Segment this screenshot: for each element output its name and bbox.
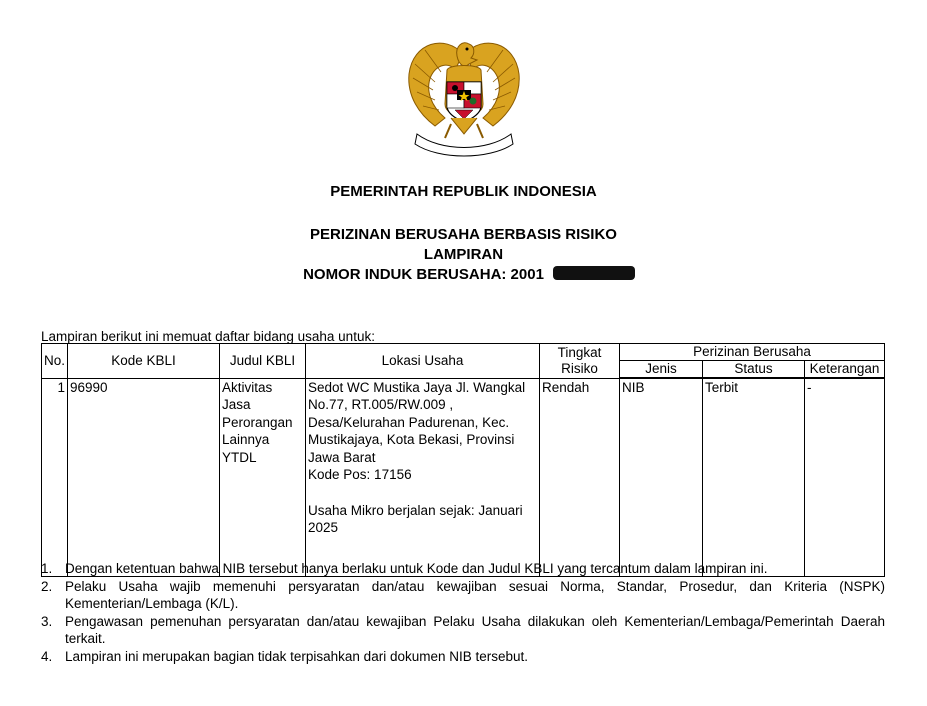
cell-kode-kbli: 96990 — [68, 378, 220, 576]
cell-jenis: NIB — [620, 378, 703, 576]
cell-lokasi-usaha — [306, 378, 540, 576]
lokasi-address: Sedot WC Mustika Jaya Jl. Wangkal No.77, RT.005/RW.009 , Desa/Kelurahan Padurenan, Kec. Mustikajaya, Kota Bekasi, Provinsi Jawa Barat — [308, 379, 526, 465]
list-item: 4. Lampiran ini merupakan bagian tidak terpisahkan dari dokumen NIB tersebut. — [41, 648, 529, 664]
intro-text: Lampiran berikut ini memuat daftar bidang usaha untuk: — [41, 329, 375, 344]
cell-keterangan: - — [805, 378, 885, 576]
header-keterangan: Keterangan — [805, 361, 885, 379]
header-tingkat-risiko: Tingkat Risiko — [540, 344, 620, 379]
kbli-table — [41, 343, 885, 577]
header-lokasi-usaha: Lokasi Usaha — [306, 344, 540, 379]
redacted-nib-number — [553, 266, 635, 280]
header-perizinan-berusaha: Perizinan Berusaha — [620, 344, 885, 361]
cell-no: 1 — [42, 378, 68, 576]
cell-tingkat-risiko: Rendah — [540, 378, 620, 576]
notes-list — [41, 560, 885, 666]
cell-judul-kbli: Aktivitas Jasa Perorangan Lainnya YTDL — [220, 378, 306, 576]
table-row — [42, 378, 885, 576]
document-title: PERIZINAN BERUSAHA BERBASIS RISIKO — [310, 226, 617, 243]
cell-status: Terbit — [703, 378, 805, 576]
nib-label: NOMOR INDUK BERUSAHA: 2001 — [303, 266, 544, 283]
header-jenis: Jenis — [620, 361, 703, 379]
header-status: Status — [703, 361, 805, 379]
header-judul-kbli: Judul KBLI — [220, 344, 306, 379]
lokasi-usaha-mikro: Usaha Mikro berjalan sejak: Januari 2025 — [308, 502, 523, 536]
header-kode-kbli: Kode KBLI — [68, 344, 220, 379]
list-item: 1. Dengan ketentuan bahwa NIB tersebut hanya berlaku untuk Kode dan Judul KBLI yang tercantum dalam lampiran ini. — [41, 561, 768, 576]
lokasi-kode-pos: Kode Pos: 17156 — [308, 467, 412, 483]
government-title: PEMERINTAH REPUBLIK INDONESIA — [330, 183, 597, 200]
list-item: 3. Pengawasan pemenuhan persyaratan dan/atau kewajiban Pelaku Usaha dilakukan oleh Kementerian/Lembaga/Pemerintah Daerah terkait. — [41, 613, 885, 647]
list-item: 2. Pelaku Usaha wajib memenuhi persyaratan dan/atau kewajiban sesuai Norma, Standar, Prosedur, dan Kriteria (NSPK) Kementerian/Lembaga (K/L). — [41, 578, 885, 612]
header-no: No. — [42, 344, 68, 379]
garuda-pancasila-emblem — [405, 34, 523, 160]
document-subtitle: LAMPIRAN — [423, 246, 504, 263]
